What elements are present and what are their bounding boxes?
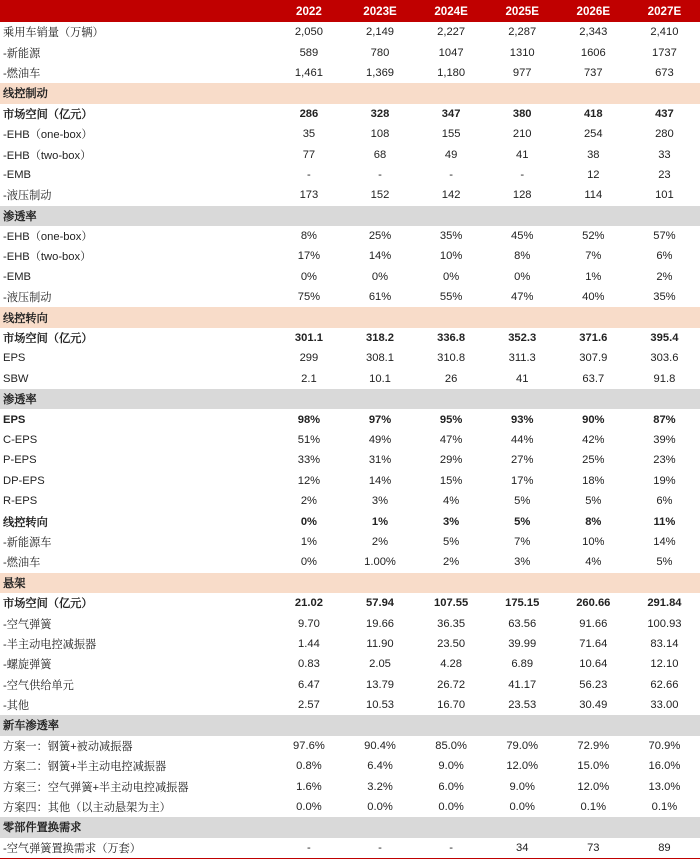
table-row <box>0 593 700 613</box>
table-cell: 260.66 <box>576 597 611 610</box>
table-cell: 9.70 <box>298 617 320 630</box>
table-cell: 336.8 <box>437 332 466 345</box>
table-cell: 254 <box>583 128 603 141</box>
table-cell: 673 <box>655 66 674 79</box>
table-cell: 23.50 <box>437 637 466 650</box>
table-cell: 1% <box>585 270 602 283</box>
table-cell: 0.1% <box>580 801 607 814</box>
header-year-2026e: 2026E <box>558 0 629 22</box>
table-cell: 352.3 <box>508 332 537 345</box>
table-cell: 10.64 <box>579 658 608 671</box>
table-cell: 128 <box>512 189 532 202</box>
table-cell: 737 <box>583 66 603 79</box>
table-cell: 31% <box>368 454 392 467</box>
table-cell: 2,343 <box>579 26 608 39</box>
table-cell: 21.02 <box>294 597 323 610</box>
table-cell: 5% <box>514 495 531 508</box>
row-label: 市场空间（亿元） <box>3 333 93 346</box>
row-label: -新能源 <box>3 47 41 60</box>
table-cell: 589 <box>299 46 319 59</box>
table-cell: 39.99 <box>508 637 537 650</box>
table-cell: 57.94 <box>366 597 395 610</box>
section-header-row <box>0 573 700 593</box>
table-cell: 30.49 <box>579 699 608 712</box>
table-row <box>0 165 700 185</box>
table-cell: 0% <box>300 556 317 569</box>
table-cell: 33 <box>658 148 671 161</box>
table-cell: 2,149 <box>366 26 395 39</box>
table-cell: 780 <box>370 46 390 59</box>
table-cell: 16.70 <box>437 699 466 712</box>
row-label: -空气弹簧 <box>3 618 52 631</box>
table-cell: 2% <box>443 556 460 569</box>
table-row <box>0 348 700 368</box>
table-cell: 1,180 <box>437 66 466 79</box>
table-row <box>0 246 700 266</box>
table-cell: 5% <box>656 556 673 569</box>
table-cell: 35% <box>439 230 463 243</box>
header-year-2022: 2022 <box>273 0 344 22</box>
table-cell: 25% <box>582 454 605 467</box>
table-cell: 2,050 <box>294 26 323 39</box>
table-cell: 437 <box>655 107 674 120</box>
table-row <box>0 613 700 633</box>
table-cell: 101 <box>655 189 674 202</box>
table-cell: 2.05 <box>369 658 391 671</box>
table-cell: 4% <box>443 495 460 508</box>
table-cell: 6% <box>656 250 673 263</box>
table-cell: 10% <box>582 535 605 548</box>
table-cell: 0% <box>300 515 317 528</box>
table-cell: 71.64 <box>579 637 608 650</box>
header-corner <box>0 0 273 22</box>
table-row <box>0 776 700 796</box>
table-cell: 347 <box>441 107 461 120</box>
table-cell: 33% <box>297 454 321 467</box>
table-row <box>0 42 700 62</box>
table-cell: 49% <box>368 434 392 446</box>
table-cell: 6.4% <box>367 760 393 773</box>
table-cell: 47% <box>511 291 534 304</box>
table-cell: 1.6% <box>296 780 322 793</box>
table-cell: 29% <box>439 454 463 467</box>
table-cell: 0.8% <box>296 760 322 773</box>
table-row <box>0 63 700 83</box>
table-cell: 114 <box>584 189 603 202</box>
table-cell: 68 <box>373 148 387 161</box>
table-cell: 90% <box>582 413 605 426</box>
table-cell: 90.4% <box>364 739 396 752</box>
table-row <box>0 532 700 552</box>
table-cell: 380 <box>512 107 532 120</box>
table-cell: 280 <box>655 128 674 141</box>
section-title: 新车渗透率 <box>0 715 700 735</box>
table-cell: 318.2 <box>366 332 395 345</box>
row-label: -EHB（two-box） <box>3 149 92 162</box>
table-cell: 2.57 <box>298 699 320 712</box>
table-cell: 40% <box>582 291 605 304</box>
table-cell: - <box>273 838 344 858</box>
table-row <box>0 695 700 715</box>
table-cell: 57% <box>653 230 676 243</box>
table-cell: 11% <box>653 515 676 528</box>
row-label: -半主动电控减振器 <box>3 638 97 651</box>
table-cell: 51% <box>297 434 321 446</box>
table-row <box>0 654 700 674</box>
row-label: 方案一：钢簧+被动减振器 <box>3 740 133 753</box>
table-cell: 61% <box>368 291 392 304</box>
table-cell: 142 <box>441 189 461 202</box>
table-cell: 8% <box>300 230 317 243</box>
row-label: -EMB <box>3 168 31 181</box>
table-row <box>0 797 700 817</box>
table-cell: 0.0% <box>509 801 535 814</box>
table-cell: 23 <box>658 168 671 181</box>
table-cell: 25% <box>368 230 392 243</box>
table-cell: 301.1 <box>294 332 323 345</box>
table-cell: 286 <box>299 107 319 120</box>
table-cell: 9.0% <box>438 760 464 773</box>
table-row <box>0 736 700 756</box>
table-cell: 5% <box>585 495 602 508</box>
header-row <box>0 0 700 22</box>
table-cell: 75% <box>297 291 321 304</box>
table-cell: 100.93 <box>647 617 682 630</box>
table-cell: 1,369 <box>366 66 395 79</box>
table-cell: 1310 <box>509 46 535 59</box>
table-cell: 6.0% <box>438 780 464 793</box>
table-cell: 12.0% <box>506 760 539 773</box>
table-cell: 418 <box>583 107 603 120</box>
table-cell: 3.2% <box>367 780 393 793</box>
table-cell: 0.83 <box>298 658 320 671</box>
table-row <box>0 838 700 858</box>
table-cell: 5% <box>443 535 460 548</box>
table-cell: 2,410 <box>650 26 679 39</box>
table-row <box>0 450 700 470</box>
table-cell: 41 <box>515 148 529 161</box>
table-row <box>0 369 700 389</box>
table-cell: 33.00 <box>650 699 679 712</box>
table-cell: 56.23 <box>579 678 608 691</box>
row-label: -EHB（one-box） <box>3 129 93 142</box>
table-cell: 63.56 <box>508 617 537 630</box>
table-cell: 299 <box>299 352 319 365</box>
table-cell: 12.10 <box>650 658 679 671</box>
table-cell: 4.28 <box>440 658 462 671</box>
table-cell: - <box>520 168 525 181</box>
table-cell: 7% <box>585 250 602 263</box>
table-row <box>0 287 700 307</box>
section-header-row <box>0 715 700 735</box>
row-label: EPS <box>3 352 26 365</box>
table-cell: 2,287 <box>508 26 537 39</box>
table-cell: 14% <box>653 535 676 548</box>
row-label: -燃油车 <box>3 557 41 570</box>
table-cell: 41 <box>515 372 529 385</box>
row-label: 市场空间（亿元） <box>3 108 93 121</box>
table-cell: 93% <box>511 413 534 426</box>
table-cell: 41.17 <box>508 678 537 691</box>
table-cell: 0% <box>514 270 531 283</box>
table-cell: 27% <box>511 454 534 467</box>
table-cell: 14% <box>368 250 392 263</box>
table-cell: 175.15 <box>505 597 540 610</box>
table-cell: 52% <box>582 230 605 243</box>
table-row <box>0 144 700 164</box>
table-cell: 6.89 <box>511 658 534 671</box>
row-label: 线控转向 <box>3 516 48 529</box>
table-cell: 15% <box>439 474 463 487</box>
table-cell: 26 <box>444 372 458 385</box>
table-cell: 39% <box>653 434 676 446</box>
table-row <box>0 756 700 776</box>
table-cell: - <box>416 838 487 858</box>
table-row <box>0 267 700 287</box>
table-cell: 0.0% <box>438 801 464 814</box>
table-cell: 155 <box>441 128 461 141</box>
table-cell: 13.0% <box>648 780 681 793</box>
table-cell: 19.66 <box>366 617 395 630</box>
table-cell: 328 <box>370 107 390 120</box>
table-row <box>0 409 700 429</box>
table-cell: 97.6% <box>293 739 325 752</box>
table-cell: 23% <box>653 454 676 467</box>
row-label: -燃油车 <box>3 67 41 80</box>
table-cell: 10.53 <box>366 699 395 712</box>
table-cell: 8% <box>514 250 531 263</box>
table-cell: 18% <box>582 474 605 487</box>
table-cell: 85.0% <box>435 739 467 752</box>
table-cell: 2% <box>371 535 389 548</box>
row-label: 乘用车销量（万辆） <box>3 27 104 40</box>
section-title: 渗透率 <box>0 206 700 226</box>
table-cell: 13.79 <box>366 678 395 691</box>
table-cell: 307.9 <box>579 352 608 365</box>
table-cell: 6% <box>656 495 673 508</box>
table-row <box>0 675 700 695</box>
table-cell: 3% <box>443 515 460 528</box>
table-cell: 91.66 <box>579 617 608 630</box>
table-cell: 1737 <box>651 46 677 59</box>
table-cell: 152 <box>370 189 390 202</box>
table-cell: 0.1% <box>651 801 678 814</box>
table-row <box>0 104 700 124</box>
table-cell: 42% <box>582 434 605 446</box>
section-title: 线控制动 <box>0 83 700 103</box>
table-cell: 6.47 <box>298 678 320 691</box>
table-cell: 79.0% <box>506 739 539 752</box>
table-cell: 0.0% <box>296 801 322 814</box>
table-row <box>0 430 700 450</box>
table-cell: 395.4 <box>650 332 679 345</box>
table-cell: 11.90 <box>366 637 394 650</box>
table-row <box>0 511 700 531</box>
table-cell: 91.8 <box>653 372 676 385</box>
section-header-row <box>0 206 700 226</box>
table-cell: 1606 <box>580 46 606 59</box>
table-cell: 0% <box>371 270 389 283</box>
row-label: 方案三：空气弹簧+半主动电控减振器 <box>3 781 189 794</box>
table-cell: 7% <box>514 535 531 548</box>
table-cell: 108 <box>370 128 390 141</box>
table-cell: 95% <box>439 413 463 426</box>
table-cell: 10% <box>439 250 463 263</box>
table-cell: 12% <box>297 474 321 487</box>
row-label: -空气弹簧置换需求（万套） <box>0 838 273 858</box>
section-title: 悬架 <box>0 573 700 593</box>
table-cell: 98% <box>297 413 321 426</box>
table-cell: 2% <box>300 495 317 508</box>
table-cell: 36.35 <box>437 617 466 630</box>
table-cell: 1% <box>300 535 317 548</box>
table-cell: 45% <box>511 230 534 243</box>
table-cell: 1,461 <box>294 66 323 79</box>
row-label: 市场空间（亿元） <box>3 598 93 611</box>
table-cell: - <box>449 168 453 181</box>
table-cell: 0.0% <box>367 801 393 814</box>
table-cell: 70.9% <box>648 739 681 752</box>
table-cell: 308.1 <box>366 352 395 365</box>
table-cell: 15.0% <box>577 760 610 773</box>
table-cell: 0% <box>443 270 460 283</box>
table-cell: 10.1 <box>369 372 391 385</box>
table-cell: 77 <box>302 148 316 161</box>
table-cell: 12.0% <box>577 780 610 793</box>
table-cell: 310.8 <box>437 352 466 365</box>
table-cell: 87% <box>653 413 676 426</box>
header-year-2024e: 2024E <box>416 0 487 22</box>
row-label: SBW <box>3 372 29 385</box>
row-label: -液压制动 <box>3 292 52 305</box>
table-row <box>0 491 700 511</box>
table-body <box>0 22 700 858</box>
table-cell: 49 <box>444 148 458 161</box>
table-cell: 72.9% <box>577 739 610 752</box>
section-title: 线控转向 <box>0 307 700 327</box>
row-label: P-EPS <box>3 454 37 467</box>
section-header-row <box>0 83 700 103</box>
table-cell: 303.6 <box>650 352 679 365</box>
table-cell: 2.1 <box>301 372 317 385</box>
table-row <box>0 185 700 205</box>
row-label: C-EPS <box>3 434 38 446</box>
row-label: -EHB（one-box） <box>3 231 93 244</box>
table-cell: 311.3 <box>508 352 536 365</box>
table-cell: 14% <box>368 474 392 487</box>
table-cell: 371.6 <box>579 332 608 345</box>
table-cell: - <box>378 168 382 181</box>
table-cell: - <box>344 838 415 858</box>
header-year-2027e: 2027E <box>629 0 700 22</box>
table-cell: 44% <box>511 434 534 446</box>
table-cell: 23.53 <box>508 699 537 712</box>
section-title: 渗透率 <box>0 389 700 409</box>
table-cell: 17% <box>511 474 534 487</box>
table-cell: 173 <box>299 189 319 202</box>
table-row <box>0 552 700 572</box>
table-cell: 62.66 <box>650 678 679 691</box>
table-cell: 12 <box>587 168 600 181</box>
table-cell: 35% <box>653 291 676 304</box>
row-label: DP-EPS <box>3 474 45 487</box>
table-cell: 210 <box>512 128 532 141</box>
table-cell: 977 <box>512 66 532 79</box>
table-cell: 5% <box>514 515 531 528</box>
table-cell: 38 <box>587 148 600 161</box>
row-label: 方案四：其他（以主动悬架为主） <box>3 802 171 815</box>
row-label: -空气供给单元 <box>3 679 74 692</box>
header-year-2023e: 2023E <box>344 0 415 22</box>
section-header-row <box>0 389 700 409</box>
table-cell: 16.0% <box>648 760 681 773</box>
row-label: -EMB <box>3 270 31 283</box>
table-cell: 291.84 <box>647 597 682 610</box>
table-cell: 47% <box>439 434 463 446</box>
table-row <box>0 471 700 491</box>
table-cell: 9.0% <box>509 780 535 793</box>
table-cell: 0% <box>300 270 317 283</box>
table-cell: 55% <box>439 291 463 304</box>
table-cell: 3% <box>514 556 531 569</box>
table-cell: 19% <box>653 474 676 487</box>
row-label: 方案二：钢簧+半主动电控减振器 <box>3 761 167 774</box>
header-year-2025e: 2025E <box>487 0 558 22</box>
table-cell: 97% <box>368 413 392 426</box>
table-cell: 2,227 <box>437 26 466 39</box>
table-cell: 17% <box>297 250 321 263</box>
row-label: -螺旋弹簧 <box>3 659 52 672</box>
table-cell: 3% <box>371 495 389 508</box>
table-row <box>0 124 700 144</box>
row-label: -EHB（two-box） <box>3 251 92 264</box>
table-cell: 1.44 <box>298 637 320 650</box>
row-label: -其他 <box>3 700 30 713</box>
table-cell: 8% <box>585 515 602 528</box>
table-cell: 63.7 <box>582 372 605 385</box>
table-cell: 1047 <box>438 46 464 59</box>
table-cell: 34 <box>487 838 558 858</box>
table-cell: 89 <box>629 838 700 858</box>
table-cell: - <box>307 168 311 181</box>
row-label: EPS <box>3 413 26 426</box>
table-row <box>0 328 700 348</box>
table-cell: 4% <box>585 556 602 569</box>
row-label: R-EPS <box>3 495 38 508</box>
row-label: -新能源车 <box>3 536 52 549</box>
table-cell: 1% <box>371 515 389 528</box>
row-label: -液压制动 <box>3 190 52 203</box>
table-cell: 26.72 <box>437 678 466 691</box>
table-cell: 73 <box>558 838 629 858</box>
section-header-row <box>0 817 700 837</box>
table-cell: 107.55 <box>434 597 469 610</box>
table-row <box>0 22 700 42</box>
table-cell: 1.00% <box>364 556 396 569</box>
section-header-row <box>0 307 700 327</box>
table-cell: 2% <box>656 270 673 283</box>
table-row <box>0 226 700 246</box>
table-cell: 83.14 <box>650 637 679 650</box>
table-row <box>0 634 700 654</box>
section-title: 零部件置换需求 <box>0 817 700 837</box>
table-cell: 35 <box>302 128 316 141</box>
